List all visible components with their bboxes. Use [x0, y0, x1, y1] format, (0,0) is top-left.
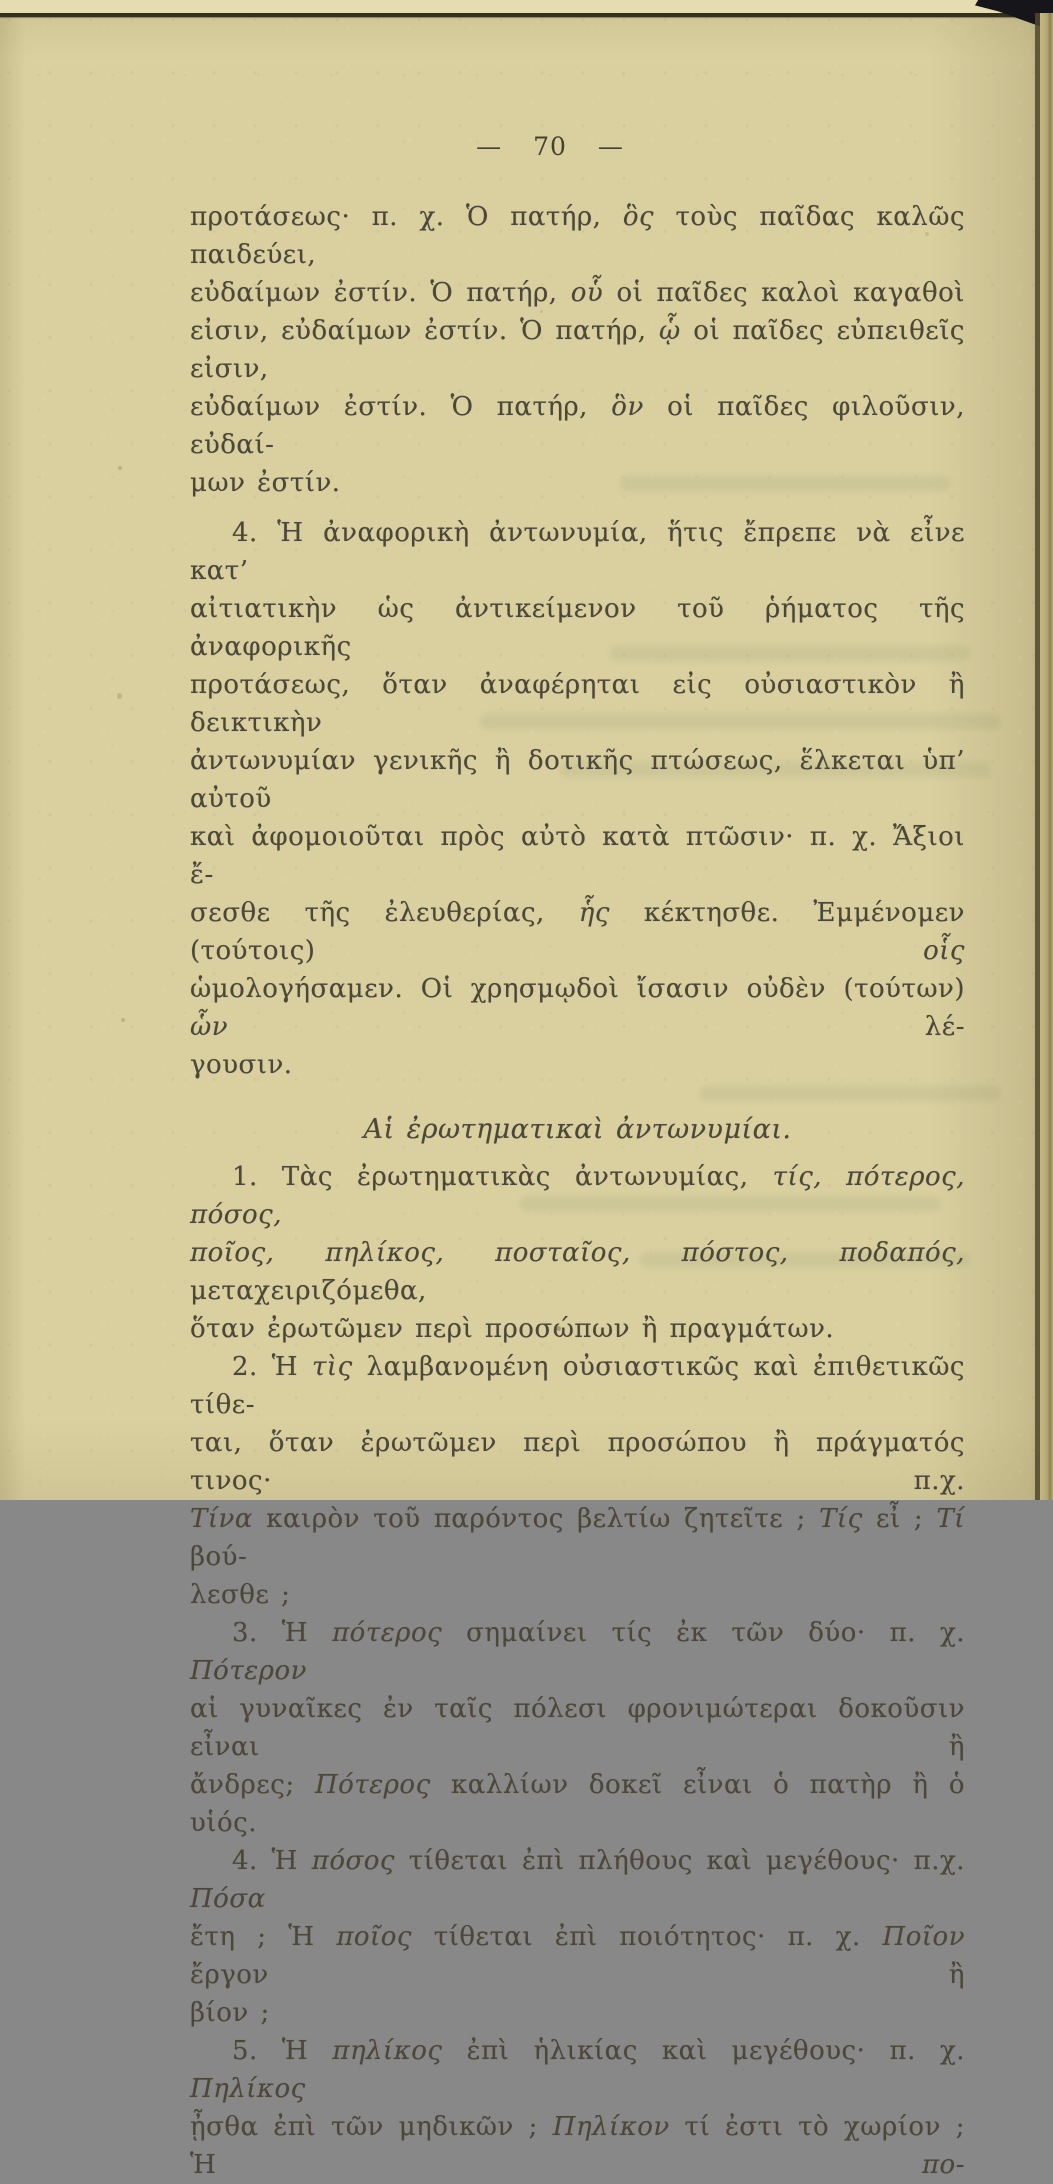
body-text: ἄνδρες; — [190, 1770, 315, 1800]
emphasized-text: Πηλίκον — [552, 2112, 670, 2142]
text-line — [190, 590, 965, 666]
body-text: τί ἐστι τὸ χωρίον ; Ἡ — [190, 2112, 966, 2180]
body-text: εὐδαίμων ἐστίν. Ὁ πατήρ, — [190, 392, 612, 422]
emphasized-text: ποῖος — [336, 1922, 412, 1952]
emphasized-text: ὃν — [611, 392, 644, 422]
text-line — [190, 1614, 965, 1690]
body-text: μεταχειριζόμεθα, — [190, 1276, 427, 1306]
body-text: καὶ ἀφομοιοῦται πρὸς αὐτὸ κατὰ πτῶσιν· π. χ. Ἄξιοι ἔ- — [190, 822, 965, 890]
text-line — [190, 388, 965, 464]
emphasized-text: οἷς — [923, 936, 965, 966]
emphasized-text: οὗ — [570, 278, 604, 308]
emphasized-text: πηλίκος — [332, 2036, 443, 2066]
body-text: λεσθε ; — [190, 1580, 291, 1610]
foxing-spot — [118, 466, 122, 470]
page-top-edge — [0, 0, 1053, 13]
text-line — [190, 970, 965, 1046]
emphasized-text: ποῖος, πηλίκος, ποσταῖος, πόστος, ποδαπός, — [190, 1238, 965, 1268]
emphasized-text: τὶς — [312, 1352, 353, 1382]
paragraph — [190, 1614, 965, 1842]
paragraph — [190, 514, 965, 1084]
text-line — [190, 2032, 965, 2108]
emphasized-text: ᾧ — [659, 316, 681, 346]
text-line — [190, 818, 965, 894]
body-text: 5. Ἡ — [232, 2036, 333, 2066]
body-text: αἱ γυναῖκες ἐν ταῖς πόλεσι φρονιμώτεραι δοκοῦσιν εἶναι ἢ — [190, 1694, 965, 1762]
body-text: οἱ παῖδες φιλοῦσιν, εὐδαί- — [190, 392, 966, 460]
text-line — [190, 274, 965, 312]
paragraph — [190, 1158, 965, 1348]
body-text: καλλίων δοκεῖ εἶναι ὁ πατὴρ ἢ ὁ υἱός. — [190, 1770, 965, 1838]
emphasized-text: Τί — [936, 1504, 965, 1534]
body-text: ἔτη ; Ἡ — [190, 1922, 337, 1952]
page-edge-strip — [1040, 13, 1053, 1500]
text-line — [190, 464, 965, 502]
section-heading: Αἱ ἐρωτηματικαὶ ἀντωνυμίαι. — [363, 1114, 792, 1145]
emphasized-text: τίς, πότερος, πόσος, — [190, 1162, 965, 1230]
paragraph — [190, 2032, 965, 2184]
body-text: ἔργον ἢ — [190, 1960, 965, 1990]
text-line — [190, 1310, 965, 1348]
emphasized-text: Τίς — [819, 1504, 863, 1534]
text-line — [190, 198, 965, 274]
body-text: κέκτησθε. Ἐμμένομεν (τούτοις) — [190, 898, 965, 966]
emphasized-text: ἧς — [578, 898, 610, 928]
paragraph — [190, 1842, 965, 2032]
body-text: οἱ παῖδες καλοὶ καγαθοὶ — [603, 278, 965, 308]
text-line — [190, 1766, 965, 1842]
body-text: εἰσιν, εὐδαίμων ἐστίν. Ὁ πατήρ, — [190, 316, 660, 346]
body-text: προτάσεως, ὅταν ἀναφέρηται εἰς οὐσιαστικὸν ἢ δεικτικὴν — [190, 670, 965, 738]
body-text: μων ἐστίν. — [190, 468, 341, 498]
emphasized-text: πόσος — [311, 1846, 395, 1876]
page-fold-line — [0, 13, 1053, 17]
body-text: καιρὸν τοῦ παρόντος βελτίω ζητεῖτε ; — [252, 1504, 820, 1534]
emphasized-text: Ποῖον — [882, 1922, 965, 1952]
body-text: 1. Τὰς ἐρωτηματικὰς ἀντωνυμίας, — [232, 1162, 773, 1192]
text-line — [190, 894, 965, 970]
body-text: τοὺς παῖδας καλῶς παιδεύει, — [190, 202, 965, 270]
text-line — [190, 1918, 965, 1994]
body-text: γουσιν. — [190, 1050, 293, 1080]
body-text: σημαίνει τίς ἐκ τῶν δύο· π. χ. — [442, 1618, 965, 1648]
body-text: 2. Ἡ — [232, 1352, 313, 1382]
body-text: ἐπὶ ἡλικίας καὶ μεγέθους· π. χ. — [442, 2036, 965, 2066]
text-line — [190, 1348, 965, 1424]
body-text: εἶ ; — [862, 1504, 937, 1534]
text-line — [190, 1234, 965, 1310]
text-block — [190, 198, 965, 2184]
emphasized-text: πότερος — [332, 1618, 443, 1648]
text-line — [190, 2108, 965, 2184]
emphasized-text: ὃς — [622, 202, 655, 232]
text-line — [190, 1994, 965, 2032]
emphasized-text: Τίνα — [190, 1504, 253, 1534]
body-text: ται, ὅταν ἐρωτῶμεν περὶ προσώπου ἢ πράγματός τινος· π.χ. — [190, 1428, 965, 1496]
text-line — [190, 312, 965, 388]
paragraph — [190, 1348, 965, 1614]
body-text: 4. Ἡ — [232, 1846, 312, 1876]
emphasized-text: πο- — [921, 2150, 965, 2180]
text-line — [190, 514, 965, 590]
body-text: βίον ; — [190, 1998, 270, 2028]
text-line — [190, 1576, 965, 1614]
text-line — [190, 1158, 965, 1234]
emphasized-text: ὧν — [190, 1012, 229, 1042]
emphasized-text: Πόσα — [190, 1884, 266, 1914]
body-text: εὐδαίμων ἐστίν. Ὁ πατήρ, — [190, 278, 571, 308]
body-text: λέ- — [228, 1012, 965, 1042]
page-number: — 70 — — [476, 132, 624, 161]
body-text: 4. Ἡ ἀναφορικὴ ἀντωνυμία, ἥτις ἔπρεπε νὰ εἶνε κατ’ — [190, 518, 965, 586]
body-text: προτάσεως· π. χ. Ὁ πατήρ, — [190, 202, 623, 232]
body-text: τίθεται ἐπὶ ποιότητος· π. χ. — [411, 1922, 883, 1952]
foxing-spot — [121, 1018, 125, 1022]
body-text: τίθεται ἐπὶ πλήθους καὶ μεγέθους· π.χ. — [394, 1846, 965, 1876]
body-text: ἀντωνυμίαν γενικῆς ἢ δοτικῆς πτώσεως, ἕλκεται ὑπ’ αὐτοῦ — [190, 746, 965, 814]
emphasized-text: Πότερον — [190, 1656, 307, 1686]
text-line — [190, 1046, 965, 1084]
text-line — [190, 1842, 965, 1918]
body-text: ὅταν ἐρωτῶμεν περὶ προσώπων ἢ πραγμάτων. — [190, 1314, 835, 1344]
body-text: σεσθε τῆς ἐλευθερίας, — [190, 898, 579, 928]
emphasized-text: Πηλίκος — [190, 2074, 306, 2104]
text-line — [190, 1500, 965, 1576]
text-line — [190, 1690, 965, 1766]
text-line — [190, 666, 965, 742]
foxing-spot — [117, 693, 122, 699]
text-line — [190, 742, 965, 818]
body-text: ὡμολογήσαμεν. Οἱ χρησμῳδοὶ ἴσασιν οὐδὲν (τούτων) — [190, 974, 965, 1004]
body-text: 3. Ἡ — [232, 1618, 333, 1648]
body-text: οἱ παῖδες εὐπειθεῖς εἰσιν, — [190, 316, 965, 384]
body-text: ᾖσθα ἐπὶ τῶν μηδικῶν ; — [190, 2112, 553, 2142]
text-line — [190, 1424, 965, 1500]
paragraph — [190, 198, 965, 502]
emphasized-text: Πότερος — [314, 1770, 431, 1800]
body-text: βού- — [190, 1542, 248, 1572]
body-text: αἰτιατικὴν ὡς ἀντικείμενον τοῦ ῥήματος τῆς ἀναφορικῆς — [190, 594, 965, 662]
body-text: λαμβανομένη οὐσιαστικῶς καὶ ἐπιθετικῶς τίθε- — [190, 1352, 965, 1420]
